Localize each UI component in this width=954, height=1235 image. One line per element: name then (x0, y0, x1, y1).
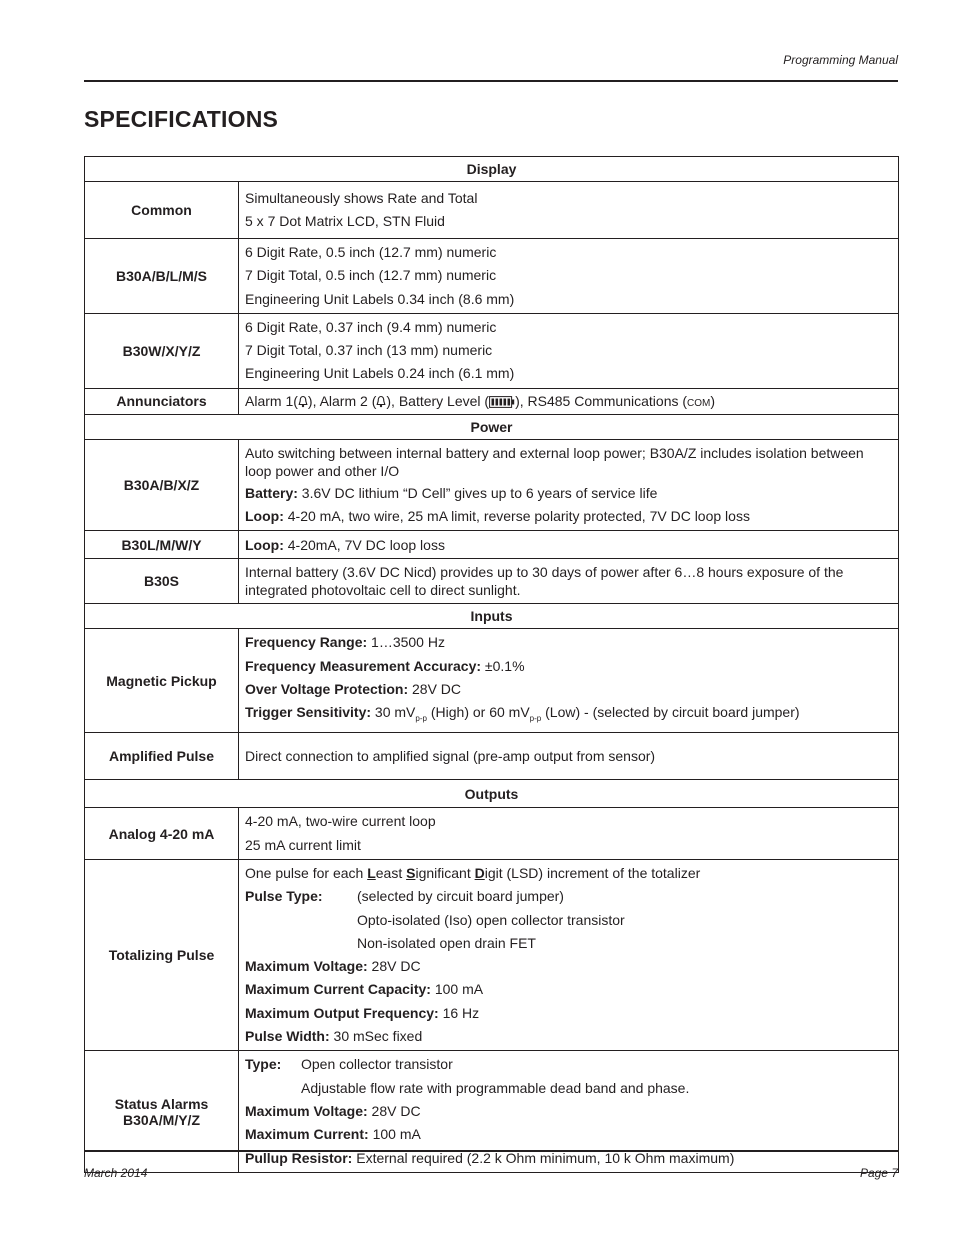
section-outputs: Outputs (85, 780, 899, 808)
table-row (85, 531, 899, 559)
value-line: Type: Open collector transistor (245, 1056, 453, 1073)
value-line: Trigger Sensitivity: 30 $mV_{p-p}$ (High) or 60 $mV_{p-p}$ (Low) - (selected by circuit board jumper) (245, 704, 800, 724)
row-value: Direct connection to amplified signal (pre-amp output from sensor) (239, 733, 899, 780)
value-line: Simultaneously shows Rate and Total (245, 189, 478, 206)
row-label: Status Alarms B30A/M/Y/Z (85, 1051, 239, 1172)
section-row (85, 780, 899, 808)
row-label: Totalizing Pulse (85, 859, 239, 1050)
specifications-table (84, 156, 899, 1173)
row-label: B30A/B/L/M/S (85, 239, 239, 314)
value-line: Maximum Voltage: 28V DC (245, 958, 421, 975)
page-title: SPECIFICATIONS (84, 106, 279, 132)
value-line: Maximum Voltage: 28V DC (245, 1102, 421, 1119)
row-value (239, 808, 899, 860)
header-rule (84, 80, 898, 82)
value-line: 7 Digit Total, 0.37 inch (13 mm) numeric (245, 342, 493, 359)
alarm-bell-icon (298, 395, 308, 408)
row-value: Internal battery (3.6V DC Nicd) provides up to 30 days of power after 6…8 hours exposure of the integrated photovoltaic cell to direct sunlight. (239, 559, 899, 604)
row-value: Alarm 1( ), Alarm 2 ( ), Battery Level ( ), RS485 Communications (COM) (239, 388, 899, 414)
value-line: Adjustable flow rate with programmable dead band and phase. (301, 1079, 690, 1096)
value-line: Opto-isolated (Iso) open collector transistor (357, 911, 625, 928)
row-label: B30L/M/W/Y (85, 531, 239, 559)
table-row (85, 1051, 899, 1172)
section-row (85, 604, 899, 629)
row-label: B30W/X/Y/Z (85, 313, 239, 388)
table-row (85, 388, 899, 414)
row-value (239, 182, 899, 239)
section-row (85, 157, 899, 182)
table-row (85, 733, 899, 780)
footer-date: March 2014 (84, 1166, 148, 1180)
value-line: Frequency Measurement Accuracy: ±0.1% (245, 657, 525, 674)
value-line: Maximum Current Capacity: 100 mA (245, 981, 484, 998)
section-inputs: Inputs (85, 604, 899, 629)
value-line: Pulse Width: 30 mSec fixed (245, 1028, 423, 1045)
row-label: Common (85, 182, 239, 239)
row-label: Annunciators (85, 388, 239, 414)
com-indicator: COM (687, 398, 711, 410)
value-line: 4-20 mA, two-wire current loop (245, 813, 436, 830)
section-row (85, 414, 899, 439)
table-row (85, 859, 899, 1050)
row-label: B30S (85, 559, 239, 604)
row-label: Magnetic Pickup (85, 629, 239, 733)
row-label: Analog 4-20 mA (85, 808, 239, 860)
table-row (85, 629, 899, 733)
value-line: Auto switching between internal battery and external loop power; B30A/Z includes isolation between loop power and other I/O (245, 444, 864, 479)
row-label: B30A/B/X/Z (85, 439, 239, 531)
alarm-bell-icon (376, 395, 386, 408)
row-value (239, 439, 899, 531)
row-label: Amplified Pulse (85, 733, 239, 780)
table-row (85, 313, 899, 388)
section-power: Power (85, 414, 899, 439)
value-line: One pulse for each Least Significant Digit (LSD) increment of the totalizer (245, 864, 701, 881)
value-line: Maximum Output Frequency: 16 Hz (245, 1004, 480, 1021)
value-line: 6 Digit Rate, 0.37 inch (9.4 mm) numeric (245, 318, 497, 335)
row-value (239, 859, 899, 1050)
page-number: Page 7 (859, 1166, 898, 1180)
value-line: 5 x 7 Dot Matrix LCD, STN Fluid (245, 213, 445, 229)
table-row (85, 808, 899, 860)
value-line: Engineering Unit Labels 0.24 inch (6.1 mm) (245, 365, 515, 382)
row-value (239, 629, 899, 733)
table-row (85, 182, 899, 239)
value-line: Battery: 3.6V DC lithium “D Cell” gives up to 6 years of service life (245, 484, 658, 501)
value-line: Maximum Current: 100 mA (245, 1126, 421, 1143)
value-line: Over Voltage Protection: 28V DC (245, 680, 462, 697)
running-header: Programming Manual (783, 53, 898, 67)
value-line: 6 Digit Rate, 0.5 inch (12.7 mm) numeric (245, 244, 497, 260)
table-row (85, 239, 899, 314)
footer-rule (84, 1150, 898, 1152)
row-value (239, 1051, 899, 1172)
table-row (85, 559, 899, 604)
value-line: Frequency Range: 1…3500 Hz (245, 634, 445, 651)
row-value (239, 239, 899, 314)
table-row (85, 439, 899, 531)
value-line: Pulse Type: (selected by circuit board jumper) (245, 888, 564, 905)
section-display: Display (85, 157, 899, 182)
value-line: 7 Digit Total, 0.5 inch (12.7 mm) numeric (245, 267, 497, 284)
row-value (239, 313, 899, 388)
battery-level-icon (489, 396, 515, 408)
row-value: Loop: 4-20mA, 7V DC loop loss (239, 531, 899, 559)
value-line: Loop: 4-20 mA, two wire, 25 mA limit, reverse polarity protected, 7V DC loop loss (245, 508, 750, 525)
value-line: Pullup Resistor: External required (2.2 k Ohm minimum, 10 k Ohm maximum) (245, 1149, 735, 1166)
value-line: Non-isolated open drain FET (357, 934, 536, 951)
value-line: Engineering Unit Labels 0.34 inch (8.6 mm) (245, 290, 515, 307)
value-line: 25 mA current limit (245, 836, 361, 853)
